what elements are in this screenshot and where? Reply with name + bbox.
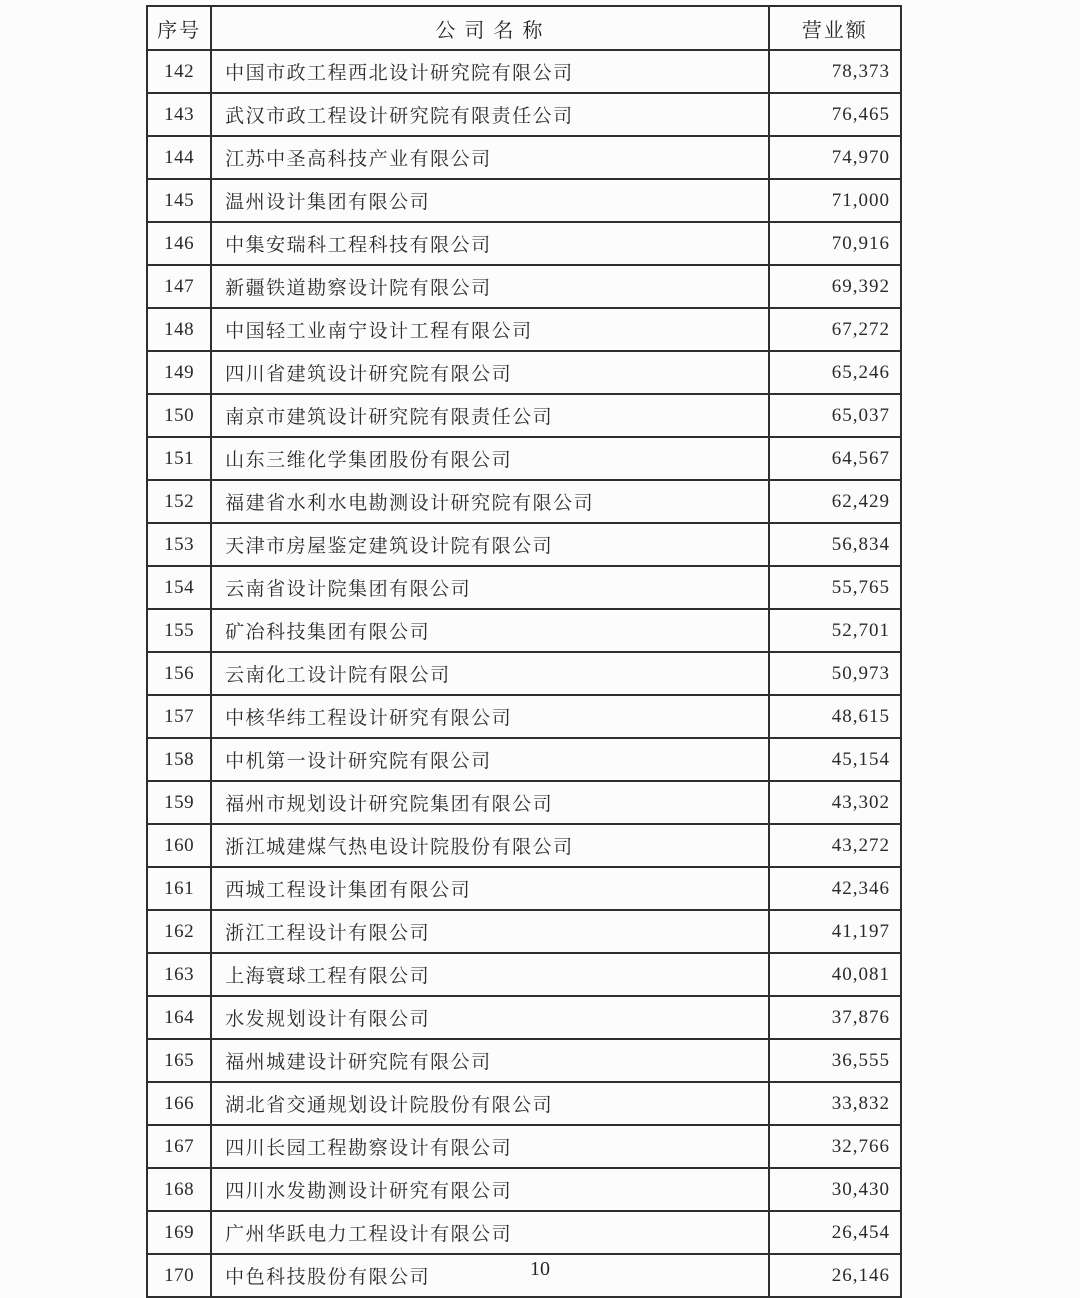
revenue-cell: 74,970 xyxy=(769,136,901,179)
table-row xyxy=(147,953,901,996)
revenue-cell: 26,454 xyxy=(769,1211,901,1254)
revenue-cell: 43,302 xyxy=(769,781,901,824)
company-name-cell: 中核华纬工程设计研究有限公司 xyxy=(211,695,768,738)
page-number: 10 xyxy=(530,1258,550,1280)
header-revenue: 营业额 xyxy=(769,6,901,50)
revenue-cell: 36,555 xyxy=(769,1039,901,1082)
table-row xyxy=(147,1125,901,1168)
company-name-cell: 中国市政工程西北设计研究院有限公司 xyxy=(211,50,768,93)
table-row xyxy=(147,480,901,523)
rank-cell: 142 xyxy=(147,50,211,93)
revenue-cell: 64,567 xyxy=(769,437,901,480)
revenue-cell: 40,081 xyxy=(769,953,901,996)
company-name-cell: 天津市房屋鉴定建筑设计院有限公司 xyxy=(211,523,768,566)
revenue-cell: 71,000 xyxy=(769,179,901,222)
table-row xyxy=(147,265,901,308)
company-name-cell: 温州设计集团有限公司 xyxy=(211,179,768,222)
table-row xyxy=(147,523,901,566)
revenue-cell: 26,146 xyxy=(769,1254,901,1297)
company-name-cell: 矿冶科技集团有限公司 xyxy=(211,609,768,652)
header-rank: 序号 xyxy=(147,6,211,50)
company-name-cell: 四川水发勘测设计研究有限公司 xyxy=(211,1168,768,1211)
company-name-cell: 浙江城建煤气热电设计院股份有限公司 xyxy=(211,824,768,867)
rank-cell: 150 xyxy=(147,394,211,437)
company-revenue-table xyxy=(146,5,902,1298)
table-row xyxy=(147,652,901,695)
revenue-cell: 32,766 xyxy=(769,1125,901,1168)
company-name-cell: 江苏中圣高科技产业有限公司 xyxy=(211,136,768,179)
company-name-cell: 新疆铁道勘察设计院有限公司 xyxy=(211,265,768,308)
rank-cell: 162 xyxy=(147,910,211,953)
revenue-cell: 37,876 xyxy=(769,996,901,1039)
company-name-cell: 西城工程设计集团有限公司 xyxy=(211,867,768,910)
rank-cell: 166 xyxy=(147,1082,211,1125)
table-row xyxy=(147,394,901,437)
company-name-cell: 湖北省交通规划设计院股份有限公司 xyxy=(211,1082,768,1125)
table-row xyxy=(147,136,901,179)
revenue-cell: 42,346 xyxy=(769,867,901,910)
company-name-cell: 浙江工程设计有限公司 xyxy=(211,910,768,953)
rank-cell: 145 xyxy=(147,179,211,222)
table-header-row xyxy=(147,6,901,50)
company-name-cell: 云南化工设计院有限公司 xyxy=(211,652,768,695)
rank-cell: 143 xyxy=(147,93,211,136)
revenue-cell: 56,834 xyxy=(769,523,901,566)
rank-cell: 165 xyxy=(147,1039,211,1082)
rank-cell: 144 xyxy=(147,136,211,179)
revenue-cell: 69,392 xyxy=(769,265,901,308)
rank-cell: 158 xyxy=(147,738,211,781)
revenue-cell: 65,246 xyxy=(769,351,901,394)
table-row xyxy=(147,222,901,265)
table-row xyxy=(147,609,901,652)
company-name-cell: 南京市建筑设计研究院有限责任公司 xyxy=(211,394,768,437)
revenue-cell: 30,430 xyxy=(769,1168,901,1211)
table-row xyxy=(147,351,901,394)
rank-cell: 160 xyxy=(147,824,211,867)
company-name-cell: 上海寰球工程有限公司 xyxy=(211,953,768,996)
company-name-cell: 福州城建设计研究院有限公司 xyxy=(211,1039,768,1082)
company-name-cell: 广州华跃电力工程设计有限公司 xyxy=(211,1211,768,1254)
rank-cell: 163 xyxy=(147,953,211,996)
rank-cell: 146 xyxy=(147,222,211,265)
header-company-name: 公 司 名 称 xyxy=(211,6,768,50)
revenue-cell: 48,615 xyxy=(769,695,901,738)
table-row xyxy=(147,1082,901,1125)
table-row xyxy=(147,1039,901,1082)
table-row xyxy=(147,695,901,738)
rank-cell: 155 xyxy=(147,609,211,652)
rank-cell: 170 xyxy=(147,1254,211,1297)
rank-cell: 153 xyxy=(147,523,211,566)
table-row xyxy=(147,867,901,910)
revenue-cell: 65,037 xyxy=(769,394,901,437)
revenue-cell: 41,197 xyxy=(769,910,901,953)
rank-cell: 164 xyxy=(147,996,211,1039)
table-row xyxy=(147,738,901,781)
revenue-cell: 70,916 xyxy=(769,222,901,265)
rank-cell: 167 xyxy=(147,1125,211,1168)
table-row xyxy=(147,910,901,953)
revenue-cell: 45,154 xyxy=(769,738,901,781)
rank-cell: 161 xyxy=(147,867,211,910)
table-row xyxy=(147,179,901,222)
table-row xyxy=(147,781,901,824)
revenue-cell: 55,765 xyxy=(769,566,901,609)
table-row xyxy=(147,437,901,480)
company-name-cell: 云南省设计院集团有限公司 xyxy=(211,566,768,609)
revenue-cell: 33,832 xyxy=(769,1082,901,1125)
table-row xyxy=(147,566,901,609)
revenue-cell: 67,272 xyxy=(769,308,901,351)
company-name-cell: 中色科技股份有限公司 xyxy=(211,1254,768,1297)
company-name-cell: 福州市规划设计研究院集团有限公司 xyxy=(211,781,768,824)
company-name-cell: 福建省水利水电勘测设计研究院有限公司 xyxy=(211,480,768,523)
rank-cell: 149 xyxy=(147,351,211,394)
rank-cell: 154 xyxy=(147,566,211,609)
company-name-cell: 中集安瑞科工程科技有限公司 xyxy=(211,222,768,265)
company-name-cell: 中国轻工业南宁设计工程有限公司 xyxy=(211,308,768,351)
rank-cell: 156 xyxy=(147,652,211,695)
company-name-cell: 水发规划设计有限公司 xyxy=(211,996,768,1039)
company-name-cell: 中机第一设计研究院有限公司 xyxy=(211,738,768,781)
rank-cell: 147 xyxy=(147,265,211,308)
rank-cell: 152 xyxy=(147,480,211,523)
rank-cell: 148 xyxy=(147,308,211,351)
table-row xyxy=(147,824,901,867)
company-name-cell: 四川省建筑设计研究院有限公司 xyxy=(211,351,768,394)
revenue-cell: 43,272 xyxy=(769,824,901,867)
revenue-cell: 76,465 xyxy=(769,93,901,136)
company-name-cell: 山东三维化学集团股份有限公司 xyxy=(211,437,768,480)
rank-cell: 157 xyxy=(147,695,211,738)
table-row xyxy=(147,50,901,93)
revenue-cell: 62,429 xyxy=(769,480,901,523)
revenue-cell: 50,973 xyxy=(769,652,901,695)
table-row xyxy=(147,996,901,1039)
table-row xyxy=(147,1211,901,1254)
revenue-cell: 78,373 xyxy=(769,50,901,93)
table-row xyxy=(147,308,901,351)
table-row xyxy=(147,1168,901,1211)
revenue-cell: 52,701 xyxy=(769,609,901,652)
table-row xyxy=(147,93,901,136)
company-name-cell: 武汉市政工程设计研究院有限责任公司 xyxy=(211,93,768,136)
rank-cell: 159 xyxy=(147,781,211,824)
rank-cell: 168 xyxy=(147,1168,211,1211)
rank-cell: 169 xyxy=(147,1211,211,1254)
company-name-cell: 四川长园工程勘察设计有限公司 xyxy=(211,1125,768,1168)
rank-cell: 151 xyxy=(147,437,211,480)
